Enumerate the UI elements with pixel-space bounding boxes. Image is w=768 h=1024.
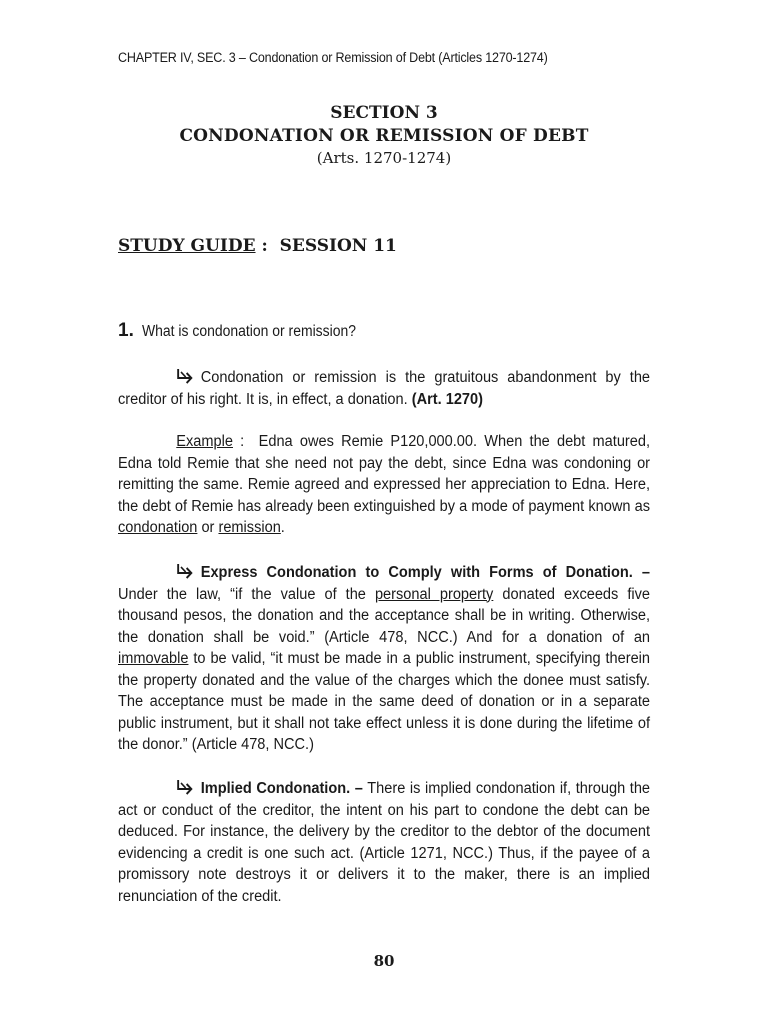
arrow-bullet-icon [176,778,197,796]
implied-heading: Implied Condonation. – [200,780,363,797]
session-label: SESSION 11 [279,236,397,256]
definition-text: Condonation or remission is the gratuitous abandonment by the creditor of his right. It is, in effect, a donation. [118,369,651,408]
study-guide-heading [118,236,397,256]
example-end: . [280,519,285,536]
paragraph-express-condonation [118,562,650,756]
question-text: What is condonation or remission? [141,323,356,340]
express-text-1: Under the law, “if the value of the [118,585,375,603]
arrow-bullet-icon [176,367,197,385]
implied-text: There is implied condonation if, through the act or conduct of the creditor, the intent on his part to condone the debt can be deduced. For instance, the delivery by the creditor to the debtor of the document evidencing a credit is one such act. (Article 1271, NCC.) Thus, if the payee of a promissory note destroys it or delivers it to the maker, there is an implied renunciation of the credit. [118,780,651,905]
definition-ref: (Art. 1270) [411,390,483,408]
example-mid: or [197,519,219,536]
term-immovable: immovable [118,650,189,667]
running-head: CHAPTER IV, SEC. 3 – Condonation or Remission of Debt (Articles 1270-1274) [118,50,548,65]
section-title-block [0,102,768,168]
express-text-3: to be valid, “it must be made in a public instrument, specifying therein the property donated and the value of the charges which the donee must satisfy. The acceptance must be made in the same deed of donation or in a separate public instrument, but it shall not take effect unless it is done during the lifetime of the donor.” (Article 478, NCC.) [118,650,651,753]
term-remission: remission [218,519,281,536]
section-title: CONDONATION OR REMISSION OF DEBT [179,126,589,146]
term-condonation: condonation [118,519,198,536]
example-text: Edna owes Remie P120,000.00. When the debt matured, Edna told Remie that she need not pay the debt, since Edna was condoning or remitting the same. Remie agreed and expressed her appreciation to Edna. Here, the debt of Remie has already been extinguished by a mode of payment known as [118,433,651,515]
term-personal-property: personal property [374,585,494,603]
example-label: Example [176,433,233,450]
study-guide-separator: : [255,236,280,256]
express-heading: Express Condonation to Comply with Forms of Donation. – [200,564,651,581]
page-number: 80 [373,952,395,970]
paragraph-implied-condonation [118,778,650,907]
question-1 [118,320,380,342]
express-text-2: donated exceeds five thousand pesos, the donation and the acceptance shall be in writing. Otherwise, the donation shall be void.” (Article 478, NCC.) And for a donation of an [118,585,651,646]
example-sep: : [232,433,259,450]
section-number: SECTION 3 [330,103,438,123]
question-number: 1. [118,320,134,341]
paragraph-example [118,431,650,539]
study-guide-label: STUDY GUIDE [118,236,256,256]
arrow-bullet-icon [176,562,197,580]
articles-range: (Arts. 1270-1274) [316,149,452,167]
paragraph-definition [118,367,650,410]
